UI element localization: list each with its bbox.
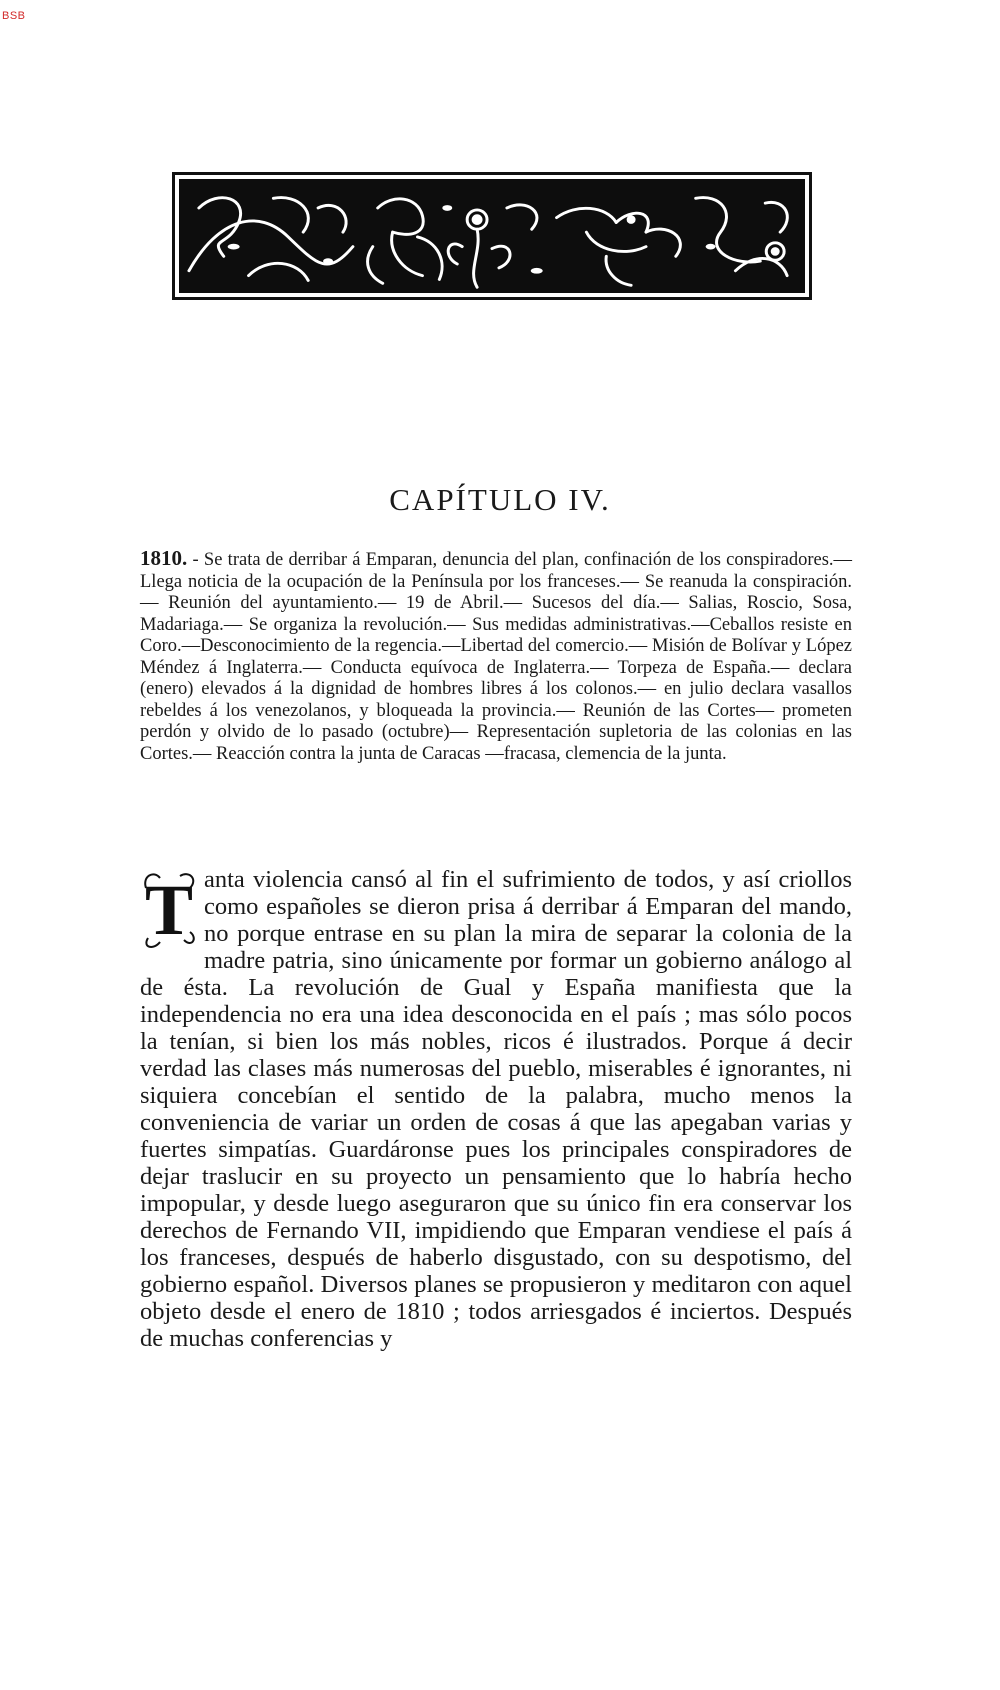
summary-year: 1810. — [140, 546, 188, 570]
library-mark: BSB — [2, 10, 26, 22]
ornamental-headpiece — [172, 172, 812, 300]
body-paragraph — [140, 866, 852, 1352]
ornamental-initial-icon — [140, 868, 198, 950]
summary-text: - Se trata de derribar á Emparan, denuncia del plan, confinación de los conspiradores.— Llega noticia de la ocupación de la Península por los franceses.— Se reanuda la conspiración.— Reunión del ayuntamiento.— 19 de Abril.— Sucesos del día.— Salias, Roscio, Sosa, Madariaga.— Se organiza la revolución.— Sus medidas administrativas.—Ceballos resiste en Coro.—Desconocimiento de la regencia.—Libertad del comercio.— Misión de Bolívar y López Méndez á Inglaterra.— Conducta equívoca de Inglaterra.— Torpeza de España.— declara (enero) elevados á la dignidad de hombres libres á los colonos.— en julio declara vasallos rebeldes á los venezolanos, y bloqueada la provincia.— Reunión de las Cortes— prometen perdón y olvido de lo pasado (octubre)— Representación supletoria de las colonias en las Cortes.— Reacción contra la junta de Caracas —fracasa, clemencia de la junta. — [140, 550, 853, 764]
chapter-title: CAPÍTULO IV. — [389, 482, 611, 517]
dropcap-letter: T — [144, 870, 194, 950]
ornamental-headpiece-icon — [179, 179, 805, 293]
chapter-summary — [140, 548, 852, 765]
body-text: anta violencia cansó al fin el sufrimiento de todos, y así criollos como españoles se dieron prisa á derribar á Emparan del mando, no porque entrase en su plan la mira de separar la colonia de la madre patria, sino únicamente por formar un gobierno análogo al de ésta. La revolución de Gual y España manifiesta que la independencia no era una idea desconocida en el país ; mas sólo pocos la tenían, si bien los más nobles, ricos é ilustrados. Porque á decir verdad las clases más numerosas del pueblo, miserables é ignorantes, ni siquiera concebían el sentido de la palabra, mucho menos la conveniencia de variar un orden de cosas á que las apegaban varias y fuertes simpatías. Guardáronse pues los principales conspiradores de dejar traslucir en su proyecto un pensamiento que lo habría hecho impopular, y desde luego aseguraron que su único fin era conservar los derechos de Fernando VII, impidiendo que Emparan vendiese el país á los franceses, después de haberlo disgustado, con su despotismo, del gobierno español. Diversos planes se propusieron y meditaron con aquel objeto desde el enero de 1810 ; todos arriesgados é inciertos. Después de muchas conferencias y — [140, 866, 852, 1352]
